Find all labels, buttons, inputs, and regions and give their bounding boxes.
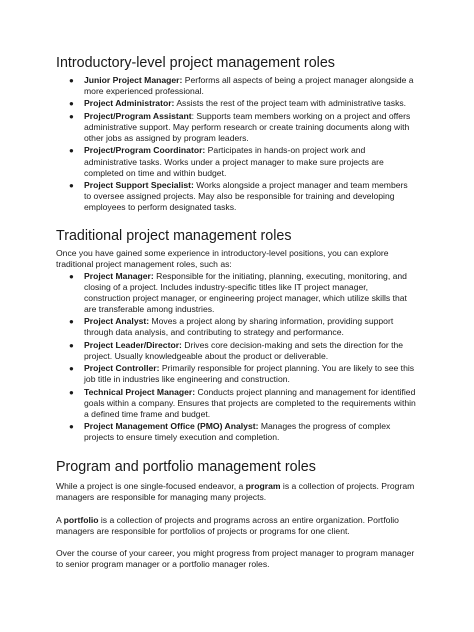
bullet-icon: ●	[69, 340, 74, 350]
traditional-intro-paragraph: Once you have gained some experience in introductory-level positions, you can explore traditional project management roles, such as:	[56, 248, 389, 270]
bullet-icon: ●	[69, 364, 74, 374]
program-paragraph	[56, 481, 416, 503]
role-description: Participates in hands-on project work and administrative tasks. Works under a project manager to make sure projects are completed on time and within budget.	[84, 145, 384, 178]
role-description: Performs all aspects of being a project manager alongside a more experienced professional.	[84, 75, 414, 97]
bullet-icon: ●	[69, 76, 74, 85]
role-description: Primarily responsible for project planning. You are likely to see this job title in industries like engineering and construction.	[84, 363, 415, 385]
role-description: : Supports team members working on a project and offers administrative support. May perform research or create training documents along with other jobs as assigned by program leaders.	[84, 110, 411, 144]
list-item	[69, 145, 416, 178]
text-run: A	[56, 514, 64, 525]
role-term: Project/Program Coordinator:	[84, 145, 206, 156]
bullet-icon: ●	[69, 146, 74, 156]
bold-term: program	[245, 481, 281, 492]
bullet-icon: ●	[69, 111, 74, 121]
bullet-icon: ●	[69, 271, 74, 281]
section-title-introductory: Introductory-level project management roles	[56, 55, 335, 71]
role-description: Responsible for the initiating, planning, executing, monitoring, and closing of a project. Includes industry-specific titles like IT project manager, construction project manager, or engineering project manager, which utilize skills that are transferable among industries.	[84, 270, 407, 314]
list-item	[69, 270, 416, 315]
list-item	[69, 98, 416, 109]
traditional-roles-list	[56, 271, 418, 444]
role-description: Moves a project along by sharing information, providing support through data analysis, and contributing to strategy and performance.	[84, 316, 394, 338]
list-item	[69, 386, 416, 420]
portfolio-paragraph	[56, 515, 416, 537]
role-description: Assists the rest of the project team with administrative tasks.	[174, 98, 407, 109]
role-term: Technical Project Manager:	[84, 386, 196, 397]
role-description: Conducts project planning and management for identified goals within a company. Ensures that projects are completed to the requirements within a defined time frame and budget.	[84, 386, 416, 419]
section-title-program-portfolio: Program and portfolio management roles	[56, 459, 316, 476]
bullet-icon: ●	[69, 181, 74, 191]
list-item	[69, 363, 416, 385]
role-description: Works alongside a project manager and team members to oversee assigned projects. May also be responsible for training and developing employees to perform designated tasks.	[84, 180, 408, 213]
text-run: While a project is one single-focused endeavor, a	[56, 481, 246, 492]
list-item	[69, 75, 416, 97]
bullet-icon: ●	[69, 422, 74, 432]
role-term: Project Manager:	[84, 270, 154, 281]
role-description: Drives core decision-making and sets the direction for the project. Usually knowledgeable about the product or deliverable.	[84, 339, 404, 361]
role-term: Project Controller:	[84, 363, 160, 374]
role-term: Project Leader/Director:	[84, 339, 182, 350]
role-term: Project Analyst:	[84, 316, 150, 327]
role-description: Manages the progress of complex projects to ensure timely execution and completion.	[84, 421, 391, 443]
text-run: is a collection of projects and programs across an entire organization. Portfolio managers are responsible for portfolios of projects or programs for one client.	[56, 514, 399, 536]
bullet-icon: ●	[69, 99, 74, 109]
role-term: Project Administrator:	[84, 98, 175, 109]
bullet-icon: ●	[69, 387, 74, 397]
list-item	[69, 316, 416, 338]
list-item	[69, 421, 416, 443]
bullet-icon: ●	[69, 317, 74, 327]
section-title-traditional: Traditional project management roles	[56, 228, 292, 245]
introductory-roles-list	[56, 75, 418, 213]
role-term: Project/Program Assistant	[84, 110, 192, 121]
role-term: Project Support Specialist:	[84, 180, 194, 191]
list-item	[69, 339, 416, 362]
list-item	[69, 110, 416, 144]
role-term: Junior Project Manager:	[84, 75, 183, 85]
career-paragraph: Over the course of your career, you might progress from project manager to program manager to senior program manager or a portfolio manager roles.	[56, 547, 415, 569]
role-term: Project Management Office (PMO) Analyst:	[84, 421, 259, 432]
list-item	[69, 180, 416, 213]
text-run: is a collection of projects. Program managers are responsible for managing many projects.	[56, 481, 415, 503]
bold-term: portfolio	[63, 514, 99, 525]
